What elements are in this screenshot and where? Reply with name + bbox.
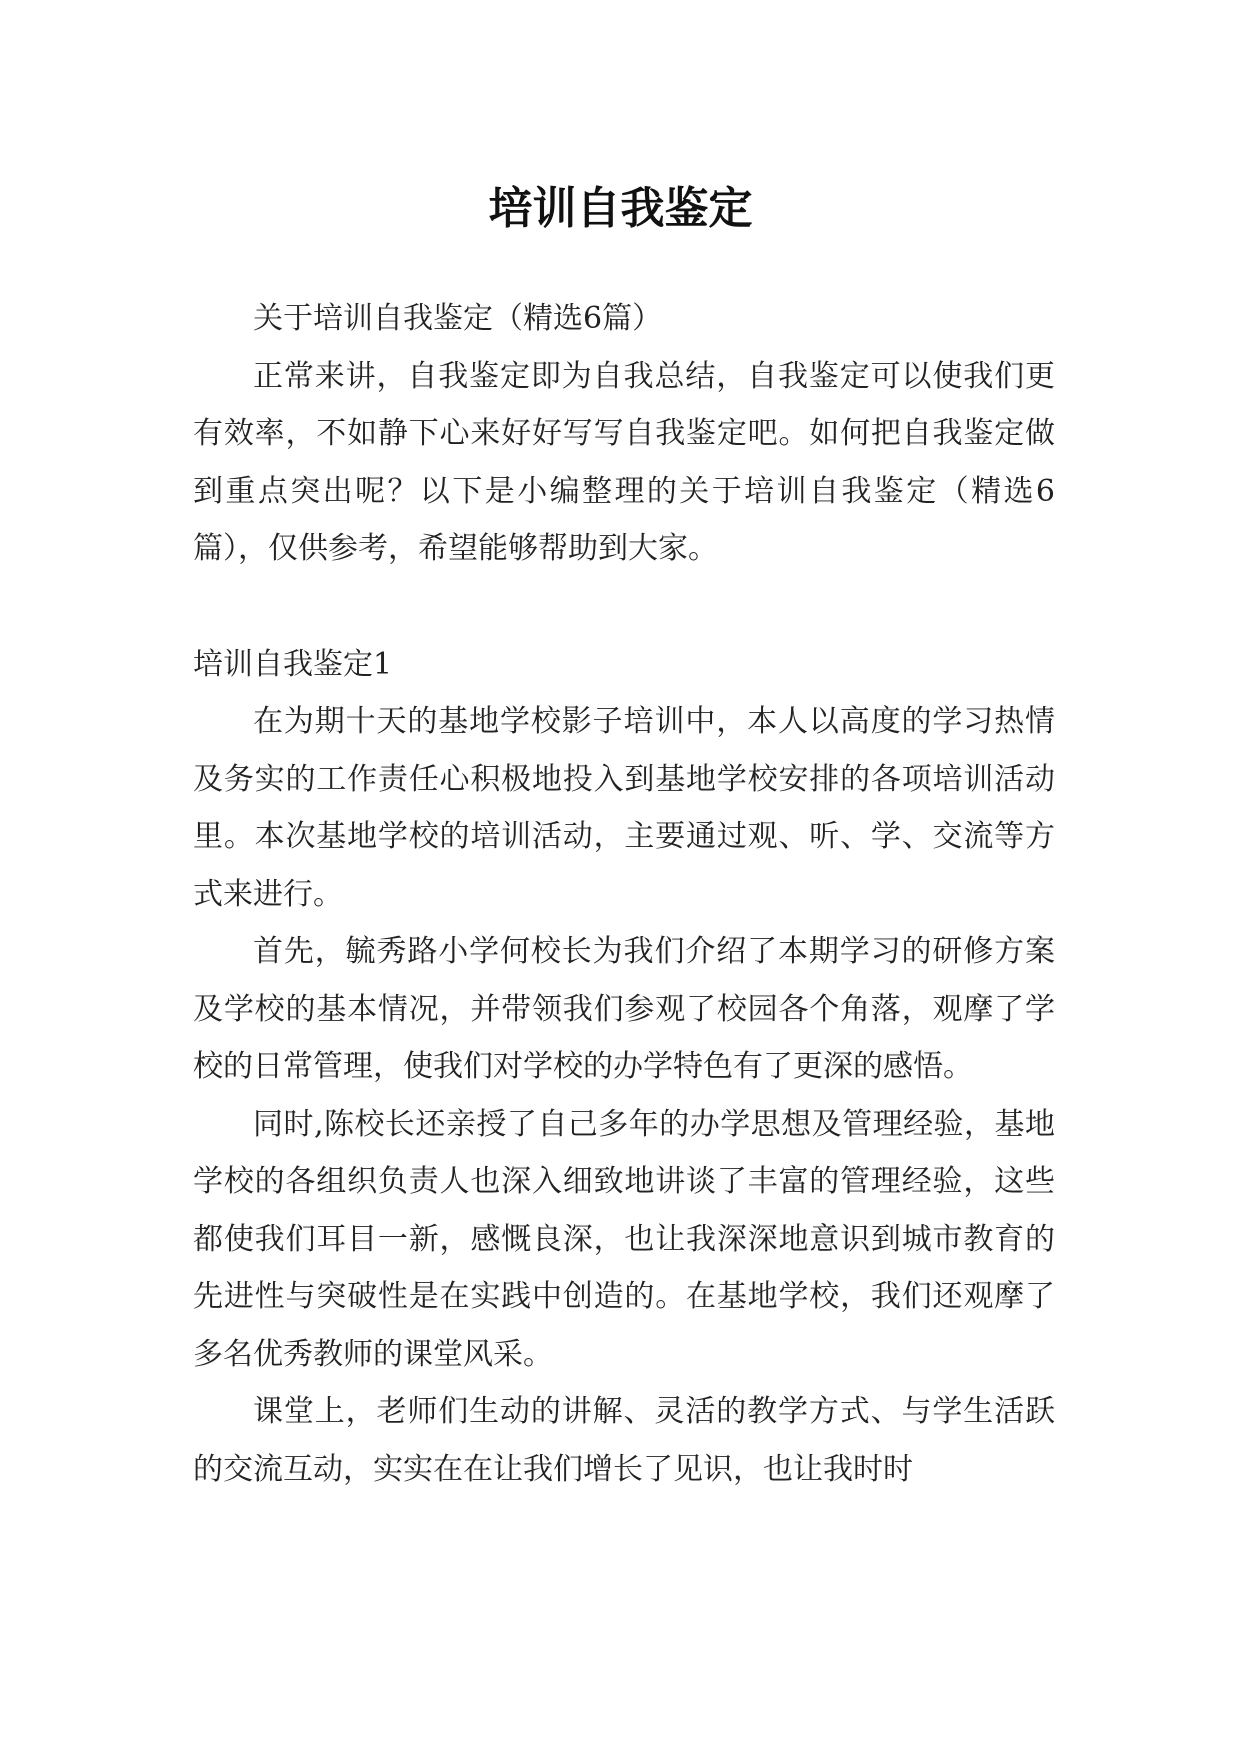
- section-paragraph-3: 同时,陈校长还亲授了自己多年的办学思想及管理经验，基地学校的各组织负责人也深入细致地讲谈了丰富的管理经验，这些都使我们耳目一新，感慨良深，也让我深深地意识到城市教育的先进性与突破性是在实践中创造的。在基地学校，我们还观摩了多名优秀教师的课堂风采。: [193, 1106, 1055, 1372]
- section-paragraph-2: 首先，毓秀路小学何校长为我们介绍了本期学习的研修方案及学校的基本情况，并带领我们参观了校园各个角落，观摩了学校的日常管理，使我们对学校的办学特色有了更深的感悟。: [193, 934, 1055, 1084]
- document-body: [193, 290, 1055, 1498]
- intro-paragraph: 正常来讲，自我鉴定即为自我总结，自我鉴定可以使我们更有效率，不如静下心来好好写写自我鉴定吧。如何把自我鉴定做到重点突出呢？以下是小编整理的关于培训自我鉴定（精选6篇），仅供参考，希望能够帮助到大家。: [193, 358, 1055, 566]
- document-title: 培训自我鉴定: [488, 183, 753, 235]
- section-paragraph-4: 课堂上，老师们生动的讲解、灵活的教学方式、与学生活跃的交流互动，实实在在让我们增长了见识，也让我时时: [193, 1394, 1055, 1487]
- section-spacer: [193, 578, 1055, 636]
- section-heading: 培训自我鉴定1: [193, 646, 393, 682]
- section-paragraph-1: 在为期十天的基地学校影子培训中，本人以高度的学习热情及务实的工作责任心积极地投入到基地学校安排的各项培训活动里。本次基地学校的培训活动，主要通过观、听、学、交流等方式来进行。: [193, 704, 1055, 912]
- intro-subtitle: 关于培训自我鉴定（精选6篇）: [253, 301, 663, 336]
